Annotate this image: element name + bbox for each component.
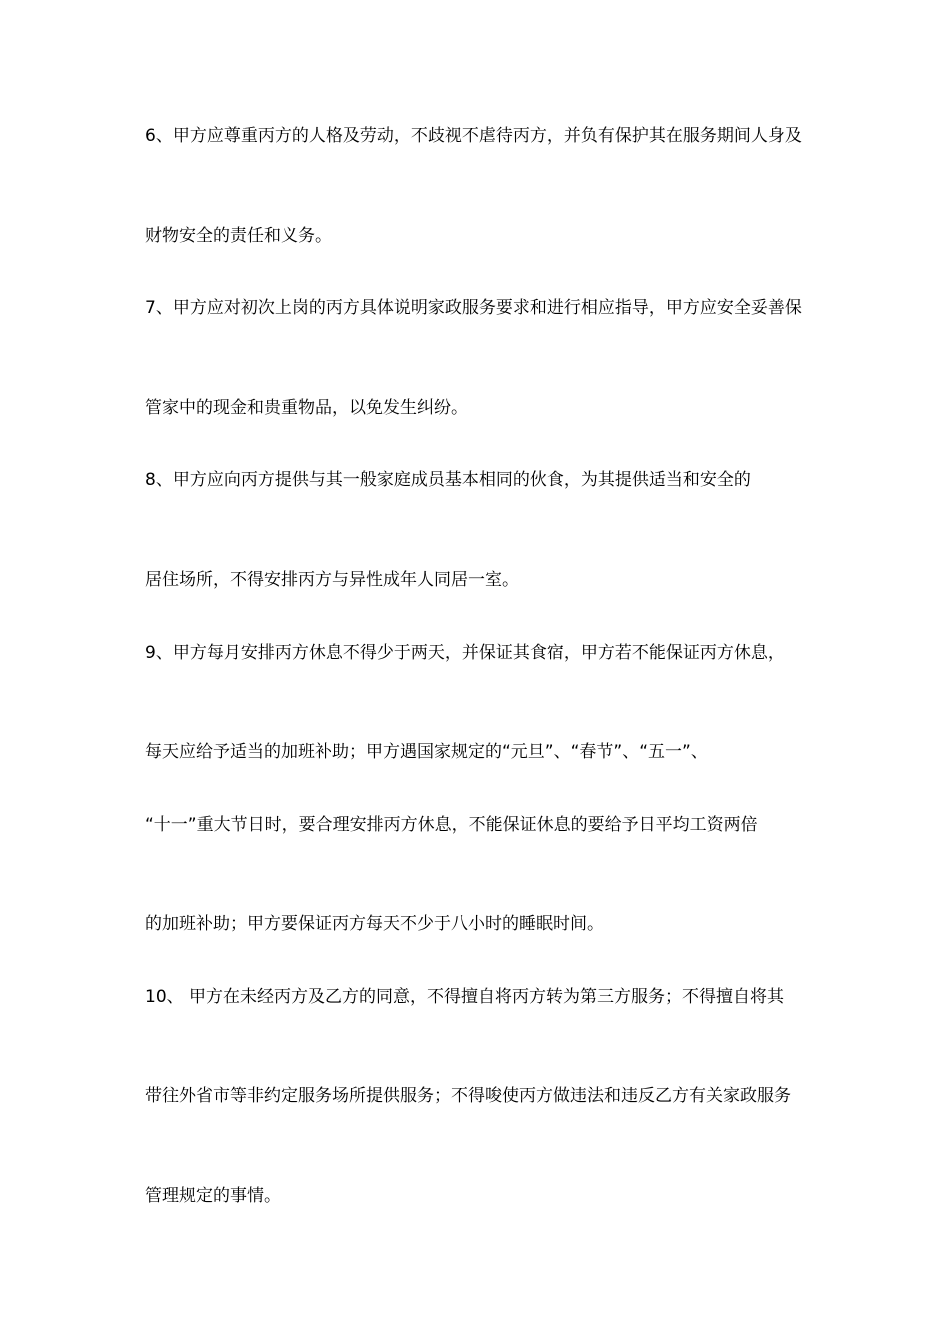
paragraph-clause-6-part-1: 6、甲方应尊重丙方的人格及劳动，不歧视不虐待丙方，并负有保护其在服务期间人身及 <box>145 126 802 146</box>
paragraph-clause-9-part-1: 9、甲方每月安排丙方休息不得少于两天，并保证其食宿，甲方若不能保证丙方休息， <box>145 643 785 663</box>
paragraph-clause-8-part-1: 8、甲方应向丙方提供与其一般家庭成员基本相同的伙食，为其提供适当和安全的 <box>145 470 751 490</box>
paragraph-clause-8-part-2: 居住场所，不得安排丙方与异性成年人同居一室。 <box>145 570 519 590</box>
paragraph-clause-10-part-1: 10、 甲方在未经丙方及乙方的同意，不得擅自将丙方转为第三方服务；不得擅自将其 <box>145 987 785 1007</box>
paragraph-clause-9-part-2: 每天应给予适当的加班补助；甲方遇国家规定的“元旦”、“春节”、“五一”、 <box>145 742 708 762</box>
paragraph-clause-6-part-2: 财物安全的责任和义务。 <box>145 226 332 246</box>
paragraph-clause-9-part-4: 的加班补助；甲方要保证丙方每天不少于八小时的睡眠时间。 <box>145 914 604 934</box>
paragraph-clause-7-part-2: 管家中的现金和贵重物品，以免发生纠纷。 <box>145 398 468 418</box>
paragraph-clause-7-part-1: 7、甲方应对初次上岗的丙方具体说明家政服务要求和进行相应指导，甲方应安全妥善保 <box>145 298 802 318</box>
paragraph-clause-10-part-3: 管理规定的事情。 <box>145 1186 281 1206</box>
paragraph-clause-10-part-2: 带往外省市等非约定服务场所提供服务；不得唆使丙方做违法和违反乙方有关家政服务 <box>145 1086 791 1106</box>
paragraph-clause-9-part-3: “十一”重大节日时，要合理安排丙方休息，不能保证休息的要给予日平均工资两倍 <box>145 815 758 835</box>
